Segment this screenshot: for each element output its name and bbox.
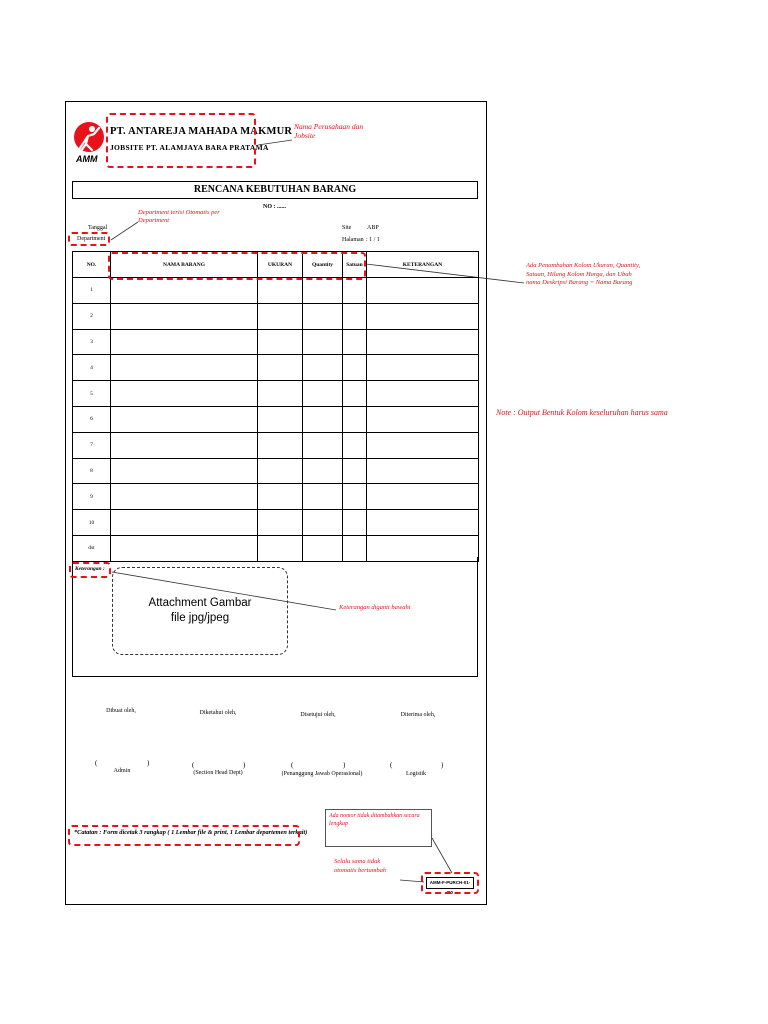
signature-paren-open-4: (	[390, 761, 393, 769]
annotation-sequence: Selalu sama tidak otomatis bertambah	[334, 858, 387, 874]
col-header-keterangan: KETERANGAN	[367, 252, 479, 278]
signature-paren-close-2: )	[243, 761, 246, 769]
row-number: 1	[73, 278, 111, 304]
site-value: ABP	[367, 225, 379, 231]
cell-ukuran[interactable]	[258, 432, 303, 458]
site-label: Site	[342, 225, 352, 231]
cell-nama-barang[interactable]	[111, 458, 258, 484]
cell-satuan[interactable]	[343, 278, 367, 304]
cell-quantity[interactable]	[303, 329, 343, 355]
cell-keterangan[interactable]	[367, 303, 479, 329]
row-number: 10	[73, 510, 111, 536]
row-number: 7	[73, 432, 111, 458]
cell-ukuran[interactable]	[258, 355, 303, 381]
row-number: 2	[73, 303, 111, 329]
table-row	[73, 329, 479, 355]
col-header-ukuran: UKURAN	[258, 252, 303, 278]
cell-nama-barang[interactable]	[111, 355, 258, 381]
cell-ukuran[interactable]	[258, 381, 303, 407]
cell-quantity[interactable]	[303, 303, 343, 329]
col-header-nama-barang: NAMA BARANG	[111, 252, 258, 278]
table-row	[73, 355, 479, 381]
department-label: Department	[77, 236, 106, 242]
cell-keterangan[interactable]	[367, 432, 479, 458]
halaman-value: : 1 / 1	[366, 237, 380, 243]
cell-nama-barang[interactable]	[111, 303, 258, 329]
cell-quantity[interactable]	[303, 484, 343, 510]
cell-quantity[interactable]	[303, 278, 343, 304]
attachment-title: Attachment Gambar	[148, 597, 252, 609]
department-highlight	[68, 232, 110, 246]
row-number: 8	[73, 458, 111, 484]
cell-nama-barang[interactable]	[111, 432, 258, 458]
row-number: 4	[73, 355, 111, 381]
cell-satuan[interactable]	[343, 484, 367, 510]
cell-satuan[interactable]	[343, 432, 367, 458]
annotation-company: Nama Perusahaan dan Jobsite	[294, 122, 364, 140]
table-row	[73, 381, 479, 407]
cell-satuan[interactable]	[343, 329, 367, 355]
cell-satuan[interactable]	[343, 458, 367, 484]
table-row	[73, 510, 479, 536]
signature-role-4: Diterima oleh,	[400, 712, 436, 718]
cell-quantity[interactable]	[303, 381, 343, 407]
attachment-placeholder[interactable]	[112, 567, 288, 655]
cell-quantity[interactable]	[303, 432, 343, 458]
cell-nama-barang[interactable]	[111, 381, 258, 407]
cell-quantity[interactable]	[303, 406, 343, 432]
table-row	[73, 406, 479, 432]
tanggal-label: Tanggal	[88, 225, 108, 231]
cell-quantity[interactable]	[303, 458, 343, 484]
signature-paren-close-3: )	[343, 761, 346, 769]
cell-ukuran[interactable]	[258, 278, 303, 304]
col-header-quantity: Quantity	[303, 252, 343, 278]
cell-ukuran[interactable]	[258, 303, 303, 329]
cell-keterangan[interactable]	[367, 278, 479, 304]
halaman-label: Halaman	[342, 237, 364, 243]
signature-name-2: (Section Head Dept)	[193, 770, 243, 776]
cell-keterangan[interactable]	[367, 406, 479, 432]
signature-paren-open-1: (	[95, 759, 98, 767]
cell-quantity[interactable]	[303, 355, 343, 381]
cell-satuan[interactable]	[343, 355, 367, 381]
cell-keterangan[interactable]	[367, 329, 479, 355]
annotation-department: Department terisi Otomatis per Department	[138, 209, 220, 224]
table-row	[73, 432, 479, 458]
form-title: RENCANA KEBUTUHAN BARANG	[72, 181, 478, 199]
keterangan-highlight	[69, 562, 111, 578]
company-highlight	[106, 113, 256, 168]
cell-nama-barang[interactable]	[111, 329, 258, 355]
print-note-highlight	[68, 825, 300, 846]
cell-satuan[interactable]	[343, 406, 367, 432]
cell-ukuran[interactable]	[258, 329, 303, 355]
form-code-highlight	[421, 872, 479, 894]
cell-keterangan[interactable]	[367, 510, 479, 536]
signature-paren-close-4: )	[441, 761, 444, 769]
cell-nama-barang[interactable]	[111, 484, 258, 510]
cell-ukuran[interactable]	[258, 406, 303, 432]
annotation-output-note: Note : Output Bentuk Kolom keseluruhan harus sama	[496, 408, 668, 417]
signature-name-3: (Penanggung Jawab Operasional)	[281, 771, 363, 777]
signature-name-1: Admin	[113, 768, 131, 774]
col-header-no: NO.	[73, 252, 111, 278]
attachment-filetype: file jpg/jpeg	[170, 612, 230, 624]
logo-text: AMM	[76, 154, 98, 164]
cell-satuan[interactable]	[343, 510, 367, 536]
row-number: dst	[73, 535, 111, 561]
table-row	[73, 303, 479, 329]
signature-paren-open-2: (	[192, 761, 195, 769]
cell-nama-barang[interactable]	[111, 510, 258, 536]
columns-highlight	[108, 252, 366, 280]
form-number: NO : ......	[263, 204, 286, 210]
annotation-keterangan: Keterangan diganti bawahi	[339, 604, 411, 611]
form-code: AMM-F-PURCH-01-R0	[426, 877, 474, 889]
cell-satuan[interactable]	[343, 303, 367, 329]
cell-keterangan[interactable]	[367, 355, 479, 381]
print-note: *Catatan : Form dicetak 3 rangkap ( 1 Lembar file & print, 1 Lembar departemen terkait)	[74, 829, 308, 836]
company-name: PT. ANTAREJA MAHADA MAKMUR	[110, 126, 293, 137]
row-number: 9	[73, 484, 111, 510]
table-row	[73, 278, 479, 304]
annotation-columns: Ada Penambahan Kolom Ukuran, Quantity, Satuan, Hilang Kolom Harga, dan Ubah nama Deskripsi Barang = Nama Barang	[526, 262, 641, 286]
signature-paren-open-3: (	[291, 761, 294, 769]
cell-ukuran[interactable]	[258, 510, 303, 536]
signature-name-4: Logistik	[405, 771, 426, 777]
col-header-satuan: Satuan	[343, 252, 367, 278]
cell-nama-barang[interactable]	[111, 278, 258, 304]
annotation-info-text: Ada nomor tidak ditambahkan secara lengkap	[329, 813, 420, 827]
table-row	[73, 458, 479, 484]
row-number: 3	[73, 329, 111, 355]
cell-keterangan[interactable]	[367, 458, 479, 484]
cell-keterangan[interactable]	[367, 484, 479, 510]
cell-satuan[interactable]	[343, 381, 367, 407]
items-table	[72, 251, 479, 562]
row-number: 5	[73, 381, 111, 407]
company-logo	[72, 120, 106, 166]
signature-role-3: Disetujui oleh,	[300, 712, 336, 718]
cell-ukuran[interactable]	[258, 484, 303, 510]
cell-ukuran[interactable]	[258, 458, 303, 484]
signature-paren-close-1: )	[147, 759, 150, 767]
row-number: 6	[73, 406, 111, 432]
cell-nama-barang[interactable]	[111, 406, 258, 432]
keterangan-label: Keterangan :	[75, 566, 105, 572]
cell-quantity[interactable]	[303, 510, 343, 536]
signature-role-1: Dibuat oleh,	[106, 708, 136, 714]
signature-role-2: Diketahui oleh,	[199, 710, 237, 716]
cell-keterangan[interactable]	[367, 381, 479, 407]
table-row	[73, 484, 479, 510]
jobsite-name: JOBSITE PT. ALAMJAYA BARA PRATAMA	[110, 143, 269, 152]
